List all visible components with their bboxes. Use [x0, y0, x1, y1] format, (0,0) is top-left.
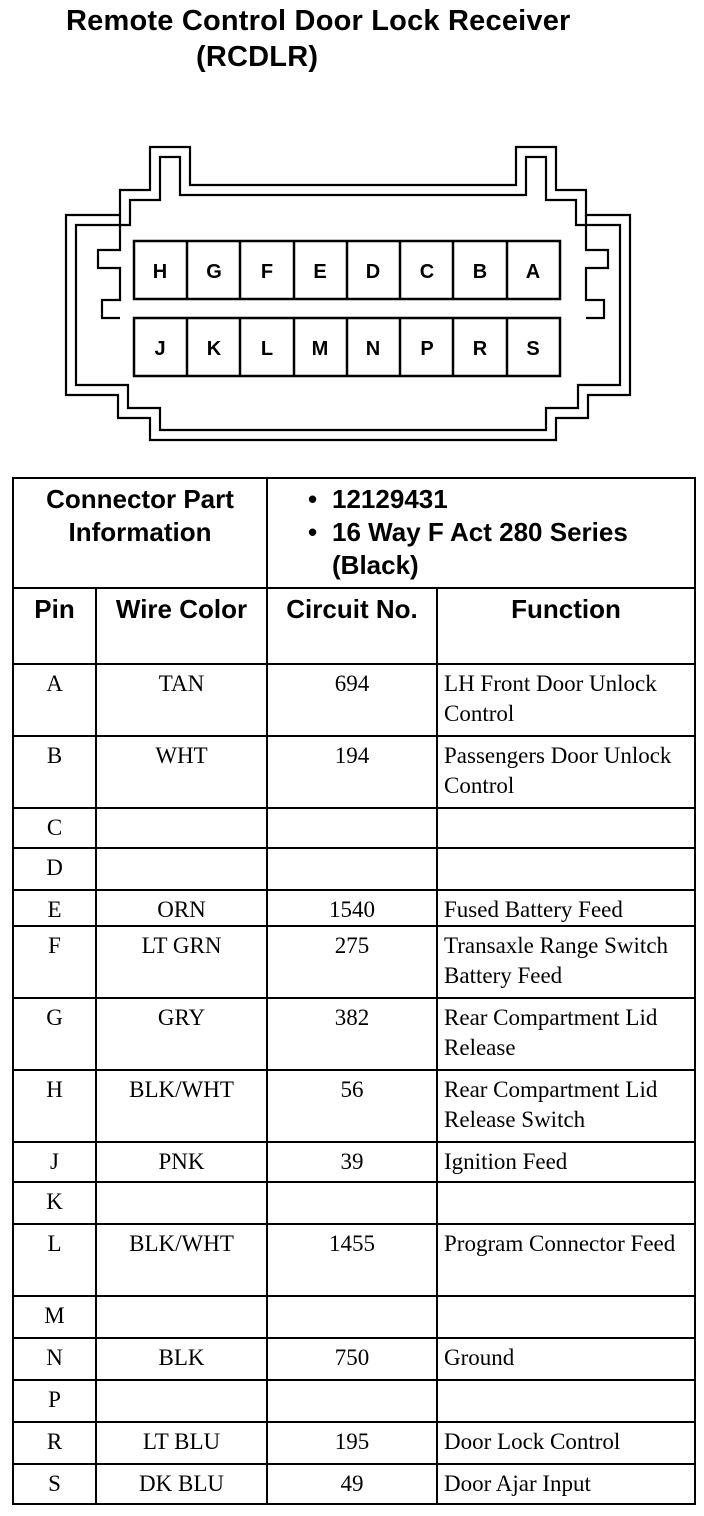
function-cell: [437, 1182, 695, 1224]
pin-cell: J: [13, 1142, 96, 1182]
pin-label: G: [206, 261, 222, 283]
function-cell: Transaxle Range Switch Battery Feed: [437, 926, 695, 998]
function-cell: [437, 848, 695, 890]
wire-color-cell: [96, 1296, 267, 1338]
function-cell: Program Connector Feed: [437, 1224, 695, 1296]
circuit-cell: 1455: [267, 1224, 437, 1296]
pin-label: E: [313, 261, 327, 283]
table-row: [13, 1380, 695, 1422]
pin-label: A: [525, 261, 541, 283]
circuit-cell: 1540: [267, 890, 437, 926]
table-row: [13, 848, 695, 890]
pin-cell: P: [13, 1380, 96, 1422]
pinout-table: [12, 477, 696, 1505]
pin-cell: K: [13, 1182, 96, 1224]
circuit-cell: 49: [267, 1464, 437, 1504]
function-cell: Door Lock Control: [437, 1422, 695, 1464]
function-cell: Door Ajar Input: [437, 1464, 695, 1504]
circuit-cell: [267, 848, 437, 890]
table-row: [13, 736, 695, 808]
table-row: [13, 1070, 695, 1142]
table-row: [13, 1142, 695, 1182]
table-row: [13, 1224, 695, 1296]
table-row: [13, 664, 695, 736]
function-cell: Ground: [437, 1338, 695, 1380]
connector-info-label: Connector Part Information: [13, 478, 267, 588]
pin-cell: N: [13, 1338, 96, 1380]
pin-label: R: [472, 338, 488, 360]
wire-color-cell: TAN: [96, 664, 267, 736]
table-row: [13, 1338, 695, 1380]
pin-cell: M: [13, 1296, 96, 1338]
table-row: [13, 1296, 695, 1338]
pin-cell: G: [13, 998, 96, 1070]
circuit-cell: 694: [267, 664, 437, 736]
function-cell: Rear Compartment Lid Release Switch: [437, 1070, 695, 1142]
function-cell: [437, 1380, 695, 1422]
connector-info-row: [13, 478, 695, 588]
wire-color-cell: GRY: [96, 998, 267, 1070]
header-wire-color: Wire Color: [96, 588, 267, 664]
table-row: [13, 998, 695, 1070]
pin-label: H: [152, 261, 168, 283]
wire-color-cell: LT GRN: [96, 926, 267, 998]
pin-label: B: [472, 261, 488, 283]
pin-cell: A: [13, 664, 96, 736]
circuit-cell: 750: [267, 1338, 437, 1380]
circuit-cell: 194: [267, 736, 437, 808]
circuit-cell: [267, 808, 437, 848]
function-cell: Ignition Feed: [437, 1142, 695, 1182]
table-row: [13, 1182, 695, 1224]
pin-cell: D: [13, 848, 96, 890]
wire-color-cell: [96, 808, 267, 848]
function-cell: LH Front Door Unlock Control: [437, 664, 695, 736]
connector-info-list: [267, 478, 695, 588]
pin-label: P: [420, 338, 434, 360]
function-cell: [437, 808, 695, 848]
circuit-cell: 382: [267, 998, 437, 1070]
wire-color-cell: [96, 1380, 267, 1422]
pin-label: J: [154, 338, 166, 360]
table-row: [13, 926, 695, 998]
connector-diagram: [0, 0, 704, 460]
header-row: [13, 588, 695, 664]
pin-cell: E: [13, 890, 96, 926]
pin-cell: F: [13, 926, 96, 998]
wire-color-cell: BLK: [96, 1338, 267, 1380]
wire-color-cell: DK BLU: [96, 1464, 267, 1504]
circuit-cell: 195: [267, 1422, 437, 1464]
info-item: • 16 Way F Act 280 Series (Black): [308, 517, 628, 580]
pin-cell: B: [13, 736, 96, 808]
function-cell: [437, 1296, 695, 1338]
pin-label: F: [260, 261, 274, 283]
pin-cell: S: [13, 1464, 96, 1504]
circuit-cell: [267, 1182, 437, 1224]
circuit-cell: [267, 1380, 437, 1422]
wire-color-cell: [96, 1182, 267, 1224]
function-cell: Rear Compartment Lid Release: [437, 998, 695, 1070]
circuit-cell: 275: [267, 926, 437, 998]
function-cell: Fused Battery Feed: [437, 890, 695, 926]
wire-color-cell: WHT: [96, 736, 267, 808]
pin-label: D: [365, 261, 381, 283]
header-function: Function: [437, 588, 695, 664]
wire-color-cell: [96, 848, 267, 890]
pin-label: M: [311, 338, 329, 360]
circuit-cell: 39: [267, 1142, 437, 1182]
table-row: [13, 808, 695, 848]
pin-cell: C: [13, 808, 96, 848]
pin-cell: L: [13, 1224, 96, 1296]
wire-color-cell: PNK: [96, 1142, 267, 1182]
pin-cavities: [134, 241, 560, 376]
circuit-cell: 56: [267, 1070, 437, 1142]
wire-color-cell: ORN: [96, 890, 267, 926]
wire-color-cell: BLK/WHT: [96, 1070, 267, 1142]
wire-color-cell: BLK/WHT: [96, 1224, 267, 1296]
pin-label: S: [526, 338, 540, 360]
pin-label: K: [206, 338, 222, 360]
header-pin: Pin: [13, 588, 96, 664]
pin-label: N: [365, 338, 381, 360]
table-row: [13, 1464, 695, 1504]
function-cell: Passengers Door Unlock Control: [437, 736, 695, 808]
title-line-2: (RCDLR): [196, 41, 319, 73]
pin-cell: H: [13, 1070, 96, 1142]
title-line-1: Remote Control Door Lock Receiver: [66, 5, 571, 37]
table-row: [13, 890, 695, 926]
pin-label: L: [260, 338, 274, 360]
wire-color-cell: LT BLU: [96, 1422, 267, 1464]
header-circuit: Circuit No.: [267, 588, 437, 664]
pin-label: C: [419, 261, 435, 283]
table-row: [13, 1422, 695, 1464]
pin-cell: R: [13, 1422, 96, 1464]
info-item: • 12129431: [308, 484, 448, 514]
circuit-cell: [267, 1296, 437, 1338]
